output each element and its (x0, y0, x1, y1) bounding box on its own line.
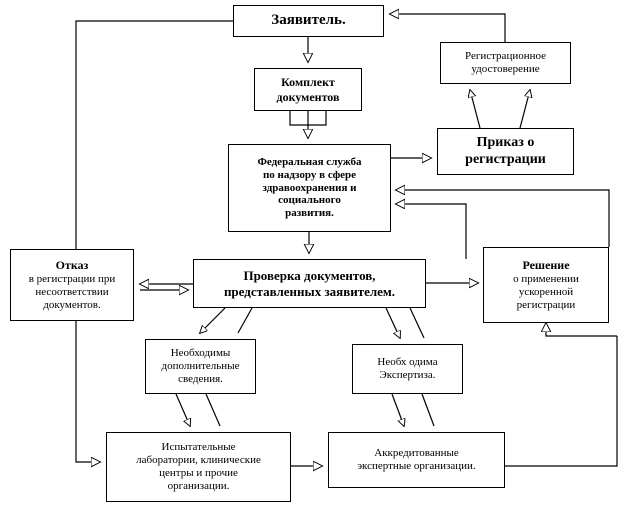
node-additional-info[interactable] (145, 339, 256, 394)
node-registration-order[interactable] (437, 128, 574, 175)
node-registration-certificate-label: Регистрационное удостоверение (464, 50, 547, 75)
node-refusal[interactable] (10, 249, 134, 321)
node-test-laboratories[interactable] (106, 432, 291, 502)
node-refusal-label: Отказ в регистрации при несоответствии документов. (28, 258, 116, 311)
node-accredited-organizations[interactable] (328, 432, 505, 488)
node-documents-check-label: Проверка документов, представленных заявителем. (223, 268, 396, 299)
node-documents-set[interactable] (254, 68, 362, 111)
node-federal-service-label: Федеральная служба по надзору в сфере здравоохранения и социального развития. (257, 155, 362, 220)
node-registration-order-label: Приказ о регистрации (465, 134, 546, 167)
node-applicant-label: Заявитель. (271, 12, 346, 29)
node-applicant[interactable] (233, 5, 384, 37)
node-expertise-needed[interactable] (352, 344, 463, 394)
node-expertise-needed-label: Необх одима Экспертиза. (377, 356, 438, 381)
node-federal-service[interactable] (228, 144, 391, 232)
node-decision-fast-registration[interactable] (483, 247, 609, 323)
node-registration-certificate[interactable] (440, 42, 571, 84)
node-documents-set-label: Комплект документов (276, 75, 340, 104)
node-test-laboratories-label: Испытательные лаборатории, клинические центры и прочие организации. (136, 441, 261, 492)
node-accredited-organizations-label: Аккредитованные экспертные организации. (357, 447, 476, 472)
node-documents-check[interactable] (193, 259, 426, 308)
node-decision-fast-registration-label: Решение о применении ускоренной регистрации (513, 258, 579, 311)
node-additional-info-label: Необходимы дополнительные сведения. (161, 347, 240, 385)
